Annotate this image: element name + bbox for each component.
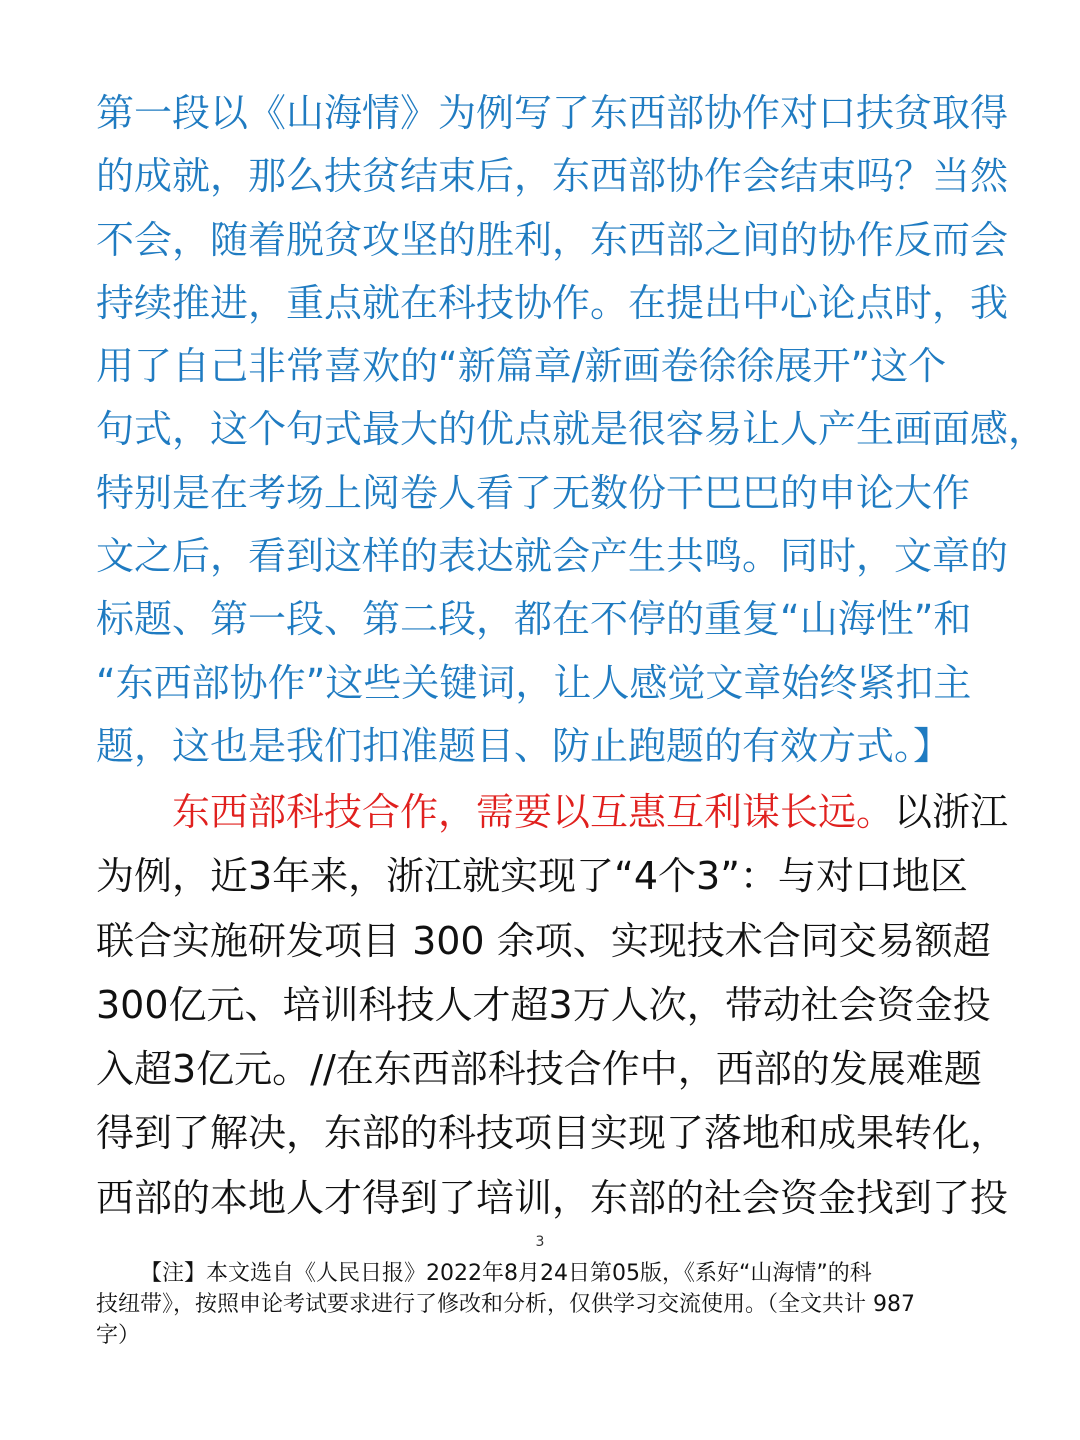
body-line-rest: 以浙江 (894, 790, 1009, 834)
footnote (96, 1258, 996, 1351)
analysis-line: 题，这也是我们扣准题目、防止跑题的有效方式。】 (96, 723, 952, 768)
footnote-line-first (96, 1258, 996, 1289)
body-line-first (96, 780, 1009, 844)
body-line: 西部的本地人才得到了培训，东部的社会资金找到了投 (96, 1175, 1009, 1220)
analysis-line: 特别是在考场上阅卷人看了无数份干巴巴的申论大作 (96, 470, 971, 515)
analysis-line: 第一段以《山海情》为例写了东西部协作对口扶贫取得 (96, 91, 1009, 135)
analysis-line: 句式，这个句式最大的优点就是很容易让人产生画面感， (96, 407, 1047, 452)
body-line: 入超3亿元。//在东西部科技合作中，西部的发展难题 (96, 1047, 982, 1092)
analysis-line: 不会，随着脱贫攻坚的胜利，东西部之间的协作反而会 (96, 217, 1009, 262)
analysis-line: “东西部协作”这些关键词，让人感觉文章始终紧扣主 (96, 660, 972, 705)
analysis-line: 文之后，看到这样的表达就会产生共鸣。同时，文章的 (96, 534, 1009, 579)
body-line: 得到了解决，东部的科技项目实现了落地和成果转化， (96, 1111, 1009, 1156)
analysis-line: 标题、第一段、第二段，都在不停的重复“山海性”和 (96, 597, 972, 642)
body-line: 300亿元、培训科技人才超3万人次，带动社会资金投 (96, 982, 991, 1027)
analysis-line: 用了自己非常喜欢的“新篇章/新画卷徐徐展开”这个 (96, 344, 947, 389)
topic-sentence: 东西部科技合作，需要以互惠互利谋长远。 (172, 790, 895, 834)
footnote-text: 【注】本文选自《人民日报》2022年8月24日第05版，《系好“山海情”的科 (140, 1261, 872, 1286)
page-number: 3 (535, 1234, 545, 1250)
body-paragraph (96, 780, 1009, 1230)
body-line: 为例，近3年来，浙江就实现了“4个3”：与对口地区 (96, 854, 968, 899)
body-line: 联合实施研发项目 300 余项、实现技术合同交易额超 (96, 918, 991, 963)
footnote-line: 技纽带》，按照申论考试要求进行了修改和分析，仅供学习交流使用。（全文共计 987 (96, 1292, 915, 1317)
analysis-line: 的成就，那么扶贫结束后，东西部协作会结束吗？当然 (96, 154, 1009, 199)
analysis-line: 持续推进，重点就在科技协作。在提出中心论点时，我 (96, 280, 1009, 325)
footnote-line: 字） (96, 1323, 141, 1348)
analysis-commentary (96, 82, 1047, 778)
